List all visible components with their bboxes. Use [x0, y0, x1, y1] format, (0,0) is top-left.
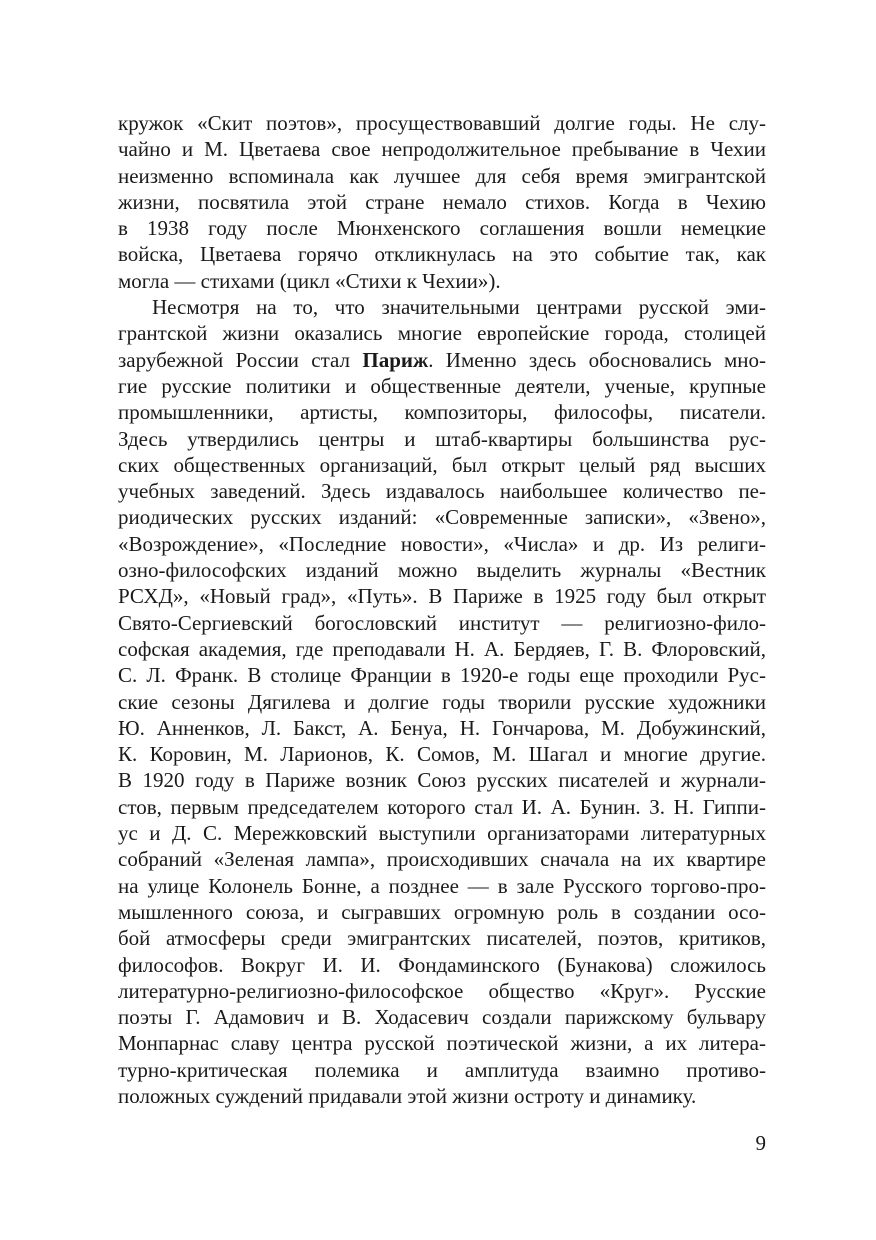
- text-line: учебных заведений. Здесь издавалось наибольшее количество пе-: [118, 479, 766, 504]
- text-line: мышленного союза, и сыгравших огромную роль в создании осо-: [118, 899, 766, 924]
- text-line: в 1938 году после Мюнхенского соглашения вошли немецкие: [118, 216, 766, 241]
- paragraph: [118, 294, 766, 1109]
- text-line: озно-философских изданий можно выделить журналы «Вестник: [118, 558, 766, 583]
- text-line: Здесь утвердились центры и штаб-квартиры большинства рус-: [118, 426, 766, 451]
- text-line: войска, Цветаева горячо откликнулась на это событие так, как: [118, 242, 766, 267]
- text-line: С. Л. Франк. В столице Франции в 1920-е годы еще проходили Рус-: [118, 663, 766, 688]
- text-line: кружок «Скит поэтов», просуществовавший долгие годы. Не слу-: [118, 111, 766, 135]
- text-line: бой атмосферы среди эмигрантских писателей, поэтов, критиков,: [118, 926, 766, 951]
- page-number: 9: [755, 1131, 766, 1155]
- text-line: литературно-религиозно-философское общество «Круг». Русские: [118, 978, 766, 1003]
- text-line: поэты Г. Адамович и В. Ходасевич создали парижскому бульвару: [118, 1005, 766, 1030]
- text-line: турно-критическая полемика и амплитуда взаимно противо-: [118, 1057, 766, 1082]
- text-line: промышленники, артисты, композиторы, философы, писатели.: [118, 400, 766, 425]
- text-line: Несмотря на то, что значительными центрами русской эми-: [152, 295, 766, 320]
- paragraph: [118, 110, 766, 294]
- text-line: софская академия, где преподавали Н. А. Бердяев, Г. В. Флоровский,: [118, 636, 766, 661]
- bold-term: Париж: [362, 347, 429, 372]
- text-line: положных суждений придавали этой жизни остроту и динамику.: [118, 1083, 697, 1108]
- text-line: собраний «Зеленая лампа», происходивших сначала на их квартире: [118, 847, 766, 872]
- text-line: Свято-Сергиевский богословский институт — религиозно-фило-: [118, 610, 766, 635]
- text-line: К. Коровин, М. Ларионов, К. Сомов, М. Шагал и многие другие.: [118, 742, 766, 767]
- text-line: РСХД», «Новый град», «Путь». В Париже в 1925 году был открыт: [118, 584, 766, 609]
- text-line: зарубежной России стал Париж. Именно здесь обосновались мно-: [118, 347, 766, 372]
- text-line: на улице Колонель Бонне, а позднее — в зале Русского торгово-про-: [118, 873, 766, 898]
- text-line: гие русские политики и общественные деятели, ученые, крупные: [118, 373, 766, 398]
- text-line: могла — стихами (цикл «Стихи к Чехии»).: [118, 268, 501, 293]
- text-line: грантской жизни оказались многие европейские города, столицей: [118, 321, 766, 346]
- text-line: В 1920 году в Париже возник Союз русских писателей и журнали-: [118, 768, 766, 793]
- text-line: жизни, посвятила этой стране немало стихов. Когда в Чехию: [118, 189, 766, 214]
- text-line: Монпарнас славу центра русской поэтической жизни, а их литера-: [118, 1031, 766, 1056]
- text-line: ус и Д. С. Мережковский выступили организаторами литературных: [118, 821, 766, 846]
- text-line: неизменно вспоминала как лучшее для себя время эмигрантской: [118, 163, 766, 188]
- text-line: ские сезоны Дягилева и долгие годы творили русские художники: [118, 689, 766, 714]
- text-line: риодических русских изданий: «Современные записки», «Звено»,: [118, 505, 766, 530]
- text-line: стов, первым председателем которого стал И. А. Бунин. З. Н. Гиппи-: [118, 794, 766, 819]
- text-line: «Возрождение», «Последние новости», «Числа» и др. Из религи-: [118, 531, 766, 556]
- text-line: Ю. Анненков, Л. Бакст, А. Бенуа, Н. Гончарова, М. Добужинский,: [118, 715, 766, 740]
- text-line: чайно и М. Цветаева свое непродолжительное пребывание в Чехии: [118, 137, 766, 162]
- text-line: философов. Вокруг И. И. Фондаминского (Бунакова) сложилось: [118, 952, 766, 977]
- text-line: ских общественных организаций, был открыт целый ряд высших: [118, 452, 766, 477]
- body-text: [118, 110, 766, 1109]
